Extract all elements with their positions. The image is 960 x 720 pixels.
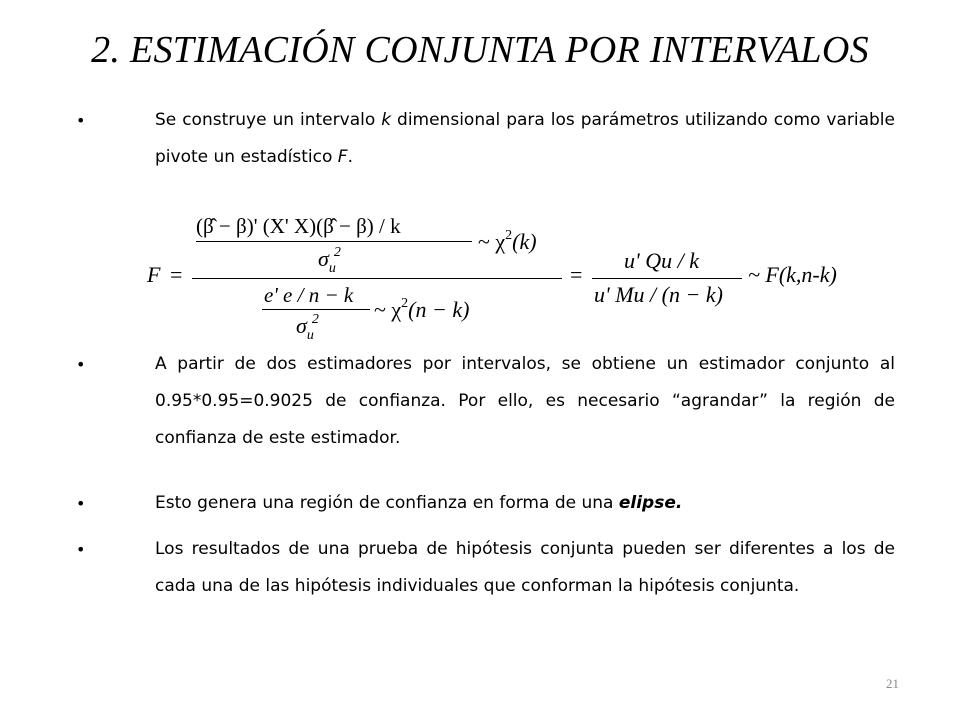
top-distribution <box>478 228 537 254</box>
bottom-chi-sup: 2 <box>401 296 409 311</box>
top-sigma: σ <box>318 246 329 271</box>
bullet-text-3 <box>155 485 895 522</box>
bullet-marker: • <box>76 355 86 374</box>
bottom-sigma: σ <box>296 313 307 338</box>
main-fraction-line <box>192 278 562 279</box>
bullet-text-2: A partir de dos estimadores por intervalos, se obtiene un estimador conjunto al 0.95*0.95=0.9025 de confianza. Por ello, es necesario “agrandar” la región de confianza de este estimador. <box>155 354 895 448</box>
page-number: 21 <box>886 676 899 691</box>
bullet-1-italic-f: F <box>337 147 348 167</box>
rhs-distribution: ~ F(k,n-k) <box>748 262 837 287</box>
bullet-marker: • <box>76 111 86 130</box>
rhs-denominator: u' Mu / (n − k) <box>594 282 723 307</box>
bottom-denominator <box>296 312 321 343</box>
rhs-numerator: u' Qu / k <box>624 248 699 273</box>
bottom-distribution <box>374 296 470 322</box>
formula-equals-2: = <box>570 262 583 287</box>
bullet-marker: • <box>76 540 86 559</box>
bullet-1-italic-k: k <box>381 110 392 130</box>
formula-lhs: F <box>147 262 161 287</box>
bullet-marker: • <box>76 494 86 513</box>
top-chi-arg: (k) <box>512 229 537 254</box>
bullet-1-suffix: . <box>347 147 353 167</box>
top-inner-fraction-line <box>196 241 472 242</box>
bottom-sigma-sup: 2 <box>311 312 319 327</box>
top-sigma-sup: 2 <box>333 245 341 260</box>
bullet-1-prefix: Se construye un intervalo <box>155 110 382 130</box>
formula-equals-1: = <box>170 262 183 287</box>
bottom-sigma-sub: u <box>306 328 314 343</box>
bullet-text-4: Los resultados de una prueba de hipótesis conjunta pueden ser diferentes a los de cada una de las hipótesis individuales que conforman la hipótesis conjunta. <box>155 539 895 596</box>
bottom-chi: ~ χ <box>374 297 402 322</box>
top-denominator <box>318 245 343 276</box>
bottom-numerator: e' e / n − k <box>264 283 354 307</box>
bottom-inner-fraction-line <box>262 309 370 310</box>
bullet-1-middle: dimensional para los parámetros utilizando como variable pivote un estadístico <box>155 110 895 167</box>
top-numerator: (β̂ − β)' (X' X)(β̂ − β) / k <box>196 214 401 238</box>
bottom-chi-arg: (n − k) <box>408 297 470 322</box>
top-chi: ~ χ <box>478 229 506 254</box>
top-sigma-sub: u <box>328 261 336 276</box>
bullet-text-1 <box>155 102 895 176</box>
rhs-fraction-line <box>592 278 742 279</box>
top-chi-sup: 2 <box>505 228 513 243</box>
bullet-3-prefix: Esto genera una región de confianza en forma de una <box>155 493 619 513</box>
bullet-3-ellipse: elipse. <box>618 493 683 513</box>
slide-title: 2. ESTIMACIÓN CONJUNTA POR INTERVALOS <box>91 29 869 71</box>
